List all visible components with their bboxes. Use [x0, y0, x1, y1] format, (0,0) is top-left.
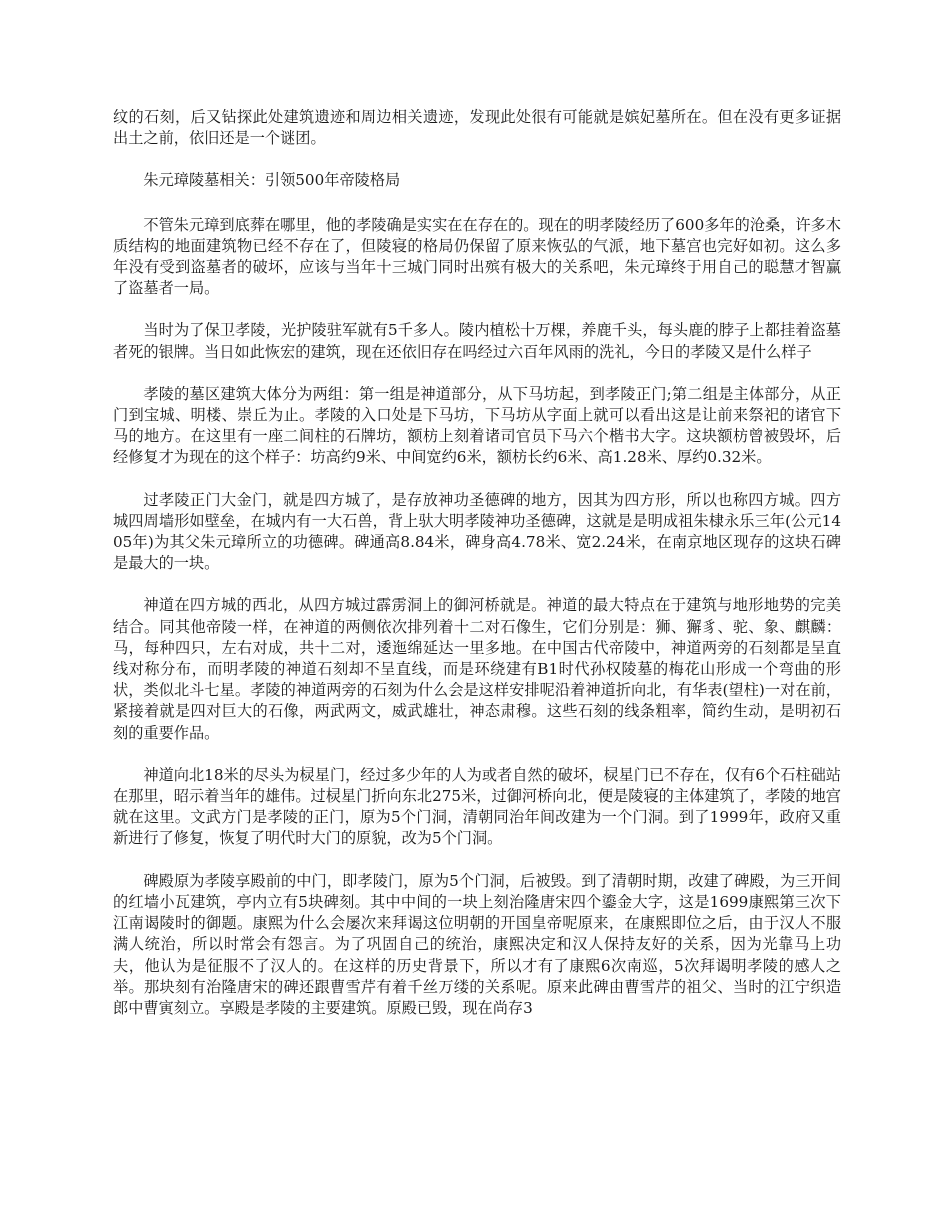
section-heading: 朱元璋陵墓相关：引领500年帝陵格局	[143, 171, 401, 190]
paragraph: 神道在四方城的西北，从四方城过霹雳洞上的御河桥就是。神道的最大特点在于建筑与地形地势的完美结合。同其他帝陵一样，在神道的两侧依次排列着十二对石像生，它们分别是：狮、獬豸、驼、象、麒麟：马，每种四只，左右对成，共十二对，逶迤绵延达一里多地。在中国古代帝陵中，神道两旁的石刻都是呈直线对称分布，而明孝陵的神道石刻却不呈直线，而是环绕建有B1时代孙权陵墓的梅花山形成一个弯曲的形状，类似北斗七星。孝陵的神道两旁的石刻为什么会是这样安排呢沿着神道折向北，有华表(望柱)一对在前，紧接着就是四对巨大的石像，两武两文，威武雄壮，神态肃穆。这些石刻的线条粗率，简约生动，是明初石刻的重要作品。	[113, 596, 841, 742]
document-page	[113, 107, 841, 1040]
paragraph: 当时为了保卫孝陵，光护陵驻军就有5千多人。陵内植松十万棵，养鹿千头，每头鹿的脖子上都挂着盗墓者死的银牌。当日如此恢宏的建筑，现在还依旧存在吗经过六百年风雨的洗礼，今日的孝陵又是什么样子	[113, 321, 841, 361]
paragraph: 神道向北18米的尽头为棂星门，经过多少年的人为或者自然的破坏，棂星门已不存在，仅有6个石柱础站在那里，昭示着当年的雄伟。过棂星门折向东北275米，过御河桥向北，便是陵寝的主体建筑了，孝陵的地宫就在这里。文武方门是孝陵的正门，原为5个门洞，清朝同治年间改建为一个门洞。到了1999年，政府又重新进行了修复，恢复了明代时大门的原貌，改为5个门洞。	[113, 765, 841, 848]
paragraph: 过孝陵正门大金门，就是四方城了，是存放神功圣德碑的地方，因其为四方形，所以也称四方城。四方城四周墙形如壁垒，在城内有一大石兽，背上驮大明孝陵神功圣德碑，这就是是明成祖朱棣永乐三年(公元1405年)为其父朱元璋所立的功德碑。碑通高8.84米，碑身高4.78米、宽2.24米，在南京地区现存的这块石碑是最大的一块。	[113, 490, 841, 573]
paragraph: 碑殿原为孝陵享殿前的中门，即孝陵门，原为5个门洞，后被毁。到了清朝时期，改建了碑殿，为三开间的红墙小瓦建筑，亭内立有5块碑刻。其中中间的一块上刻治隆唐宋四个鎏金大字，这是1699康熙第三次下江南谒陵时的御题。康熙为什么会屡次来拜谒这位明朝的开国皇帝呢原来，在康熙即位之后，由于汉人不服满人统治，所以时常会有怨言。为了巩固自己的统治，康熙决定和汉人保持友好的关系，因为光靠马上功夫，他认为是征服不了汉人的。在这样的历史背景下，所以才有了康熙6次南巡，5次拜谒明孝陵的感人之举。那块刻有治隆唐宋的碑还跟曹雪芹有着千丝万缕的关系呢。原来此碑由曹雪芹的祖父、当时的江宁织造郎中曹寅刻立。享殿是孝陵的主要建筑。原殿已毁，现在尚存3	[113, 871, 841, 1017]
paragraph-continuation: 纹的石刻，后又钻探此处建筑遗迹和周边相关遗迹，发现此处很有可能就是嫔妃墓所在。但在没有更多证据出土之前，依旧还是一个谜团。	[113, 108, 841, 148]
paragraph: 孝陵的墓区建筑大体分为两组：第一组是神道部分，从下马坊起，到孝陵正门;第二组是主体部分，从正门到宝城、明楼、崇丘为止。孝陵的入口处是下马坊，下马坊从字面上就可以看出这是让前来祭祀的诸官下马的地方。在这里有一座二间柱的石牌坊，额枋上刻着诸司官员下马六个楷书大字。这块额枋曾被毁坏，后经修复才为现在的这个样子：坊高约9米、中间宽约6米，额枋长约6米、高1.28米、厚约0.32米。	[113, 384, 841, 467]
paragraph: 不管朱元璋到底葬在哪里，他的孝陵确是实实在在存在的。现在的明孝陵经历了600多年的沧桑，许多木质结构的地面建筑物已经不存在了，但陵寝的格局仍保留了原来恢弘的气派，地下墓宫也完好如初。这么多年没有受到盗墓者的破坏，应该与当年十三城门同时出殡有极大的关系吧，朱元璋终于用自己的聪慧才智赢了盗墓者一局。	[113, 215, 841, 298]
